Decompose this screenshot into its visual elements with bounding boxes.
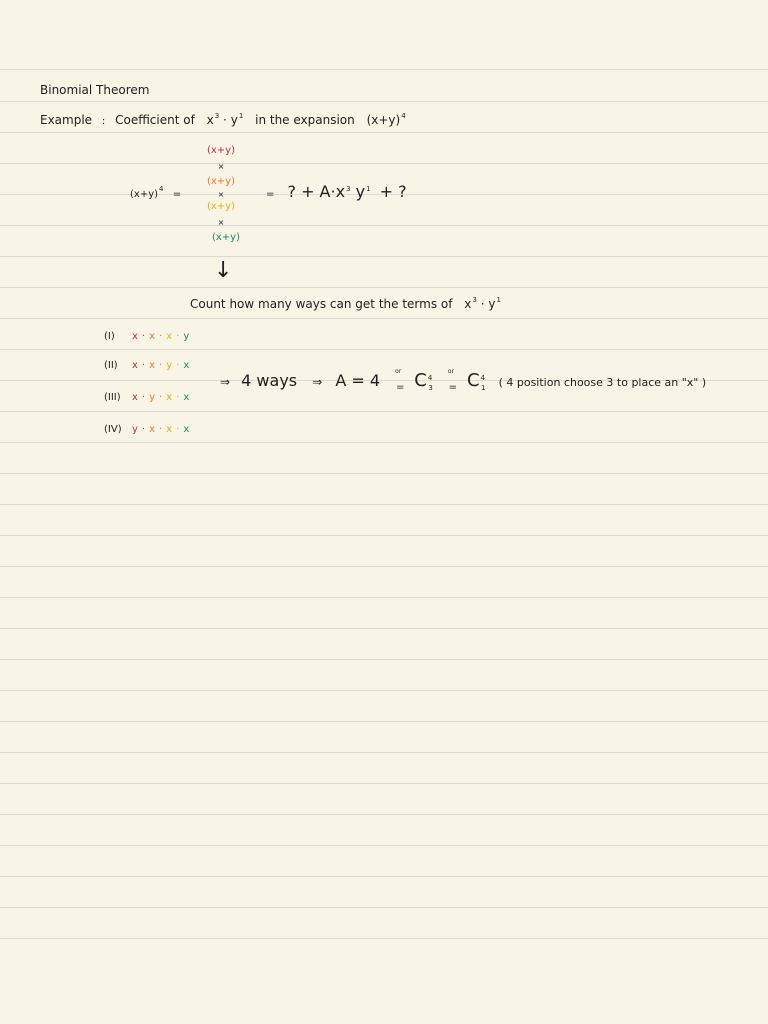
case-term: x	[183, 360, 190, 371]
case-term: y	[166, 360, 173, 371]
case-dot: ·	[176, 424, 180, 435]
ruled-line	[0, 814, 768, 815]
rhs-main: ? + A·x	[287, 182, 346, 201]
eq-1: =	[395, 382, 405, 393]
ruled-line	[0, 721, 768, 722]
factor-1: (x+y)	[206, 145, 236, 156]
case-term: y	[149, 392, 156, 403]
or-2: or	[447, 368, 455, 375]
a-text: A = 4	[335, 371, 381, 390]
case-dot: ·	[141, 392, 146, 403]
a-arrow-icon: ⇒	[312, 375, 323, 389]
eq-2: =	[448, 382, 458, 393]
ruled-line	[0, 938, 768, 939]
c2-sup: 4	[480, 374, 486, 382]
ruled-line	[0, 442, 768, 443]
example-dot: ·	[223, 113, 227, 127]
ruled-line	[0, 256, 768, 257]
lhs-exp: 4	[159, 185, 164, 193]
ways-text: 4 ways	[241, 371, 298, 390]
ruled-line	[0, 163, 768, 164]
example-text: Coefficient of	[115, 113, 195, 127]
ruled-line	[0, 597, 768, 598]
c2-sub: 1	[481, 384, 486, 392]
case-term: y	[183, 331, 190, 342]
ruled-line	[0, 659, 768, 660]
ruled-line	[0, 411, 768, 412]
ruled-line	[0, 535, 768, 536]
example-term-exp: 3	[214, 112, 220, 120]
case-terms	[132, 393, 193, 403]
page-title: Binomial Theorem	[40, 83, 150, 97]
count-text: Count how many ways can get the terms of	[190, 297, 453, 311]
ruled-line	[0, 349, 768, 350]
case-term: x	[149, 331, 156, 342]
ruled-line	[0, 504, 768, 505]
or-1: or	[395, 368, 402, 375]
result-note: ( 4 position choose 3 to place an "x" )	[498, 376, 707, 389]
count-line	[190, 298, 501, 310]
rhs-mid: y	[355, 182, 366, 201]
c1-base: C	[414, 370, 427, 391]
count-term2-exp: 1	[496, 296, 501, 304]
example-expansion-exp: 4	[401, 112, 406, 120]
example-expansion-base: (x+y)	[366, 113, 401, 127]
case-dot: ·	[176, 360, 180, 371]
case-term: x	[149, 424, 156, 435]
rhs-exp2: 1	[366, 185, 371, 193]
example-tail: in the expansion	[255, 113, 355, 127]
ruled-line	[0, 783, 768, 784]
ruled-line	[0, 907, 768, 908]
times-2: ×	[217, 190, 225, 199]
case-terms	[132, 425, 193, 435]
count-term-base: x	[464, 297, 472, 311]
example-line: Example : Coefficient of $x^3 \cdot y^1$ in the expansion $(x+y)^4$	[40, 112, 406, 127]
factor-3: (x+y)	[206, 201, 236, 212]
case-dot: ·	[141, 424, 146, 435]
case-terms	[132, 332, 193, 342]
c1-sup: 4	[427, 374, 433, 382]
count-term-exp: 3	[472, 296, 477, 304]
ruled-line	[0, 287, 768, 288]
c1-sub: 3	[428, 384, 433, 392]
factor-2: (x+y)	[206, 176, 236, 187]
example-term2-base: y	[230, 113, 238, 127]
equation-lhs	[130, 185, 182, 200]
lhs-base: (x+y)	[130, 189, 159, 200]
ruled-line	[0, 845, 768, 846]
case-term: x	[183, 392, 190, 403]
case-dot: ·	[159, 424, 163, 435]
case-dot: ·	[176, 331, 180, 342]
ruled-line	[0, 101, 768, 102]
count-term-dot: ·	[480, 297, 485, 311]
case-dot: ·	[141, 331, 146, 342]
ruled-line	[0, 566, 768, 567]
lhs-equals: =	[172, 189, 182, 200]
example-term-base: x	[206, 113, 214, 127]
case-label: (I)	[104, 331, 115, 342]
ruled-line	[0, 690, 768, 691]
case-label: (III)	[104, 392, 121, 403]
rhs-exp1: 3	[346, 185, 351, 193]
result-line	[220, 368, 707, 393]
case-term: y	[132, 424, 138, 435]
ruled-line	[0, 628, 768, 629]
count-term2-base: y	[488, 297, 496, 311]
ruled-line	[0, 318, 768, 319]
ruled-line	[0, 752, 768, 753]
case-label: (II)	[104, 360, 118, 371]
case-dot: ·	[141, 360, 146, 371]
ruled-line	[0, 132, 768, 133]
case-dot: ·	[159, 360, 163, 371]
ruled-line	[0, 473, 768, 474]
equation-rhs	[266, 184, 407, 200]
example-label: Example	[40, 113, 93, 127]
c2-base: C	[466, 370, 480, 391]
case-term: x	[166, 331, 173, 342]
case-term: x	[149, 360, 156, 371]
down-arrow-icon: ↓	[214, 258, 233, 283]
ruled-line	[0, 876, 768, 877]
times-1: ×	[217, 162, 225, 171]
case-terms	[132, 361, 193, 371]
case-term: x	[166, 424, 173, 435]
ruled-line	[0, 69, 768, 70]
rhs-tail: + ?	[379, 182, 407, 201]
case-term: x	[166, 392, 173, 403]
example-term2-exp: 1	[238, 112, 244, 120]
times-3: ×	[217, 218, 225, 227]
ways-arrow-icon: ⇒	[220, 375, 231, 389]
case-label: (IV)	[104, 424, 122, 435]
ruled-line	[0, 225, 768, 226]
case-term: x	[132, 331, 138, 342]
case-dot: ·	[159, 331, 163, 342]
case-dot: ·	[176, 392, 180, 403]
case-term: x	[132, 392, 138, 403]
case-term: x	[183, 424, 190, 435]
rhs-equals: =	[266, 189, 275, 200]
case-dot: ·	[159, 392, 163, 403]
case-term: x	[132, 360, 138, 371]
factor-4: (x+y)	[211, 232, 241, 243]
